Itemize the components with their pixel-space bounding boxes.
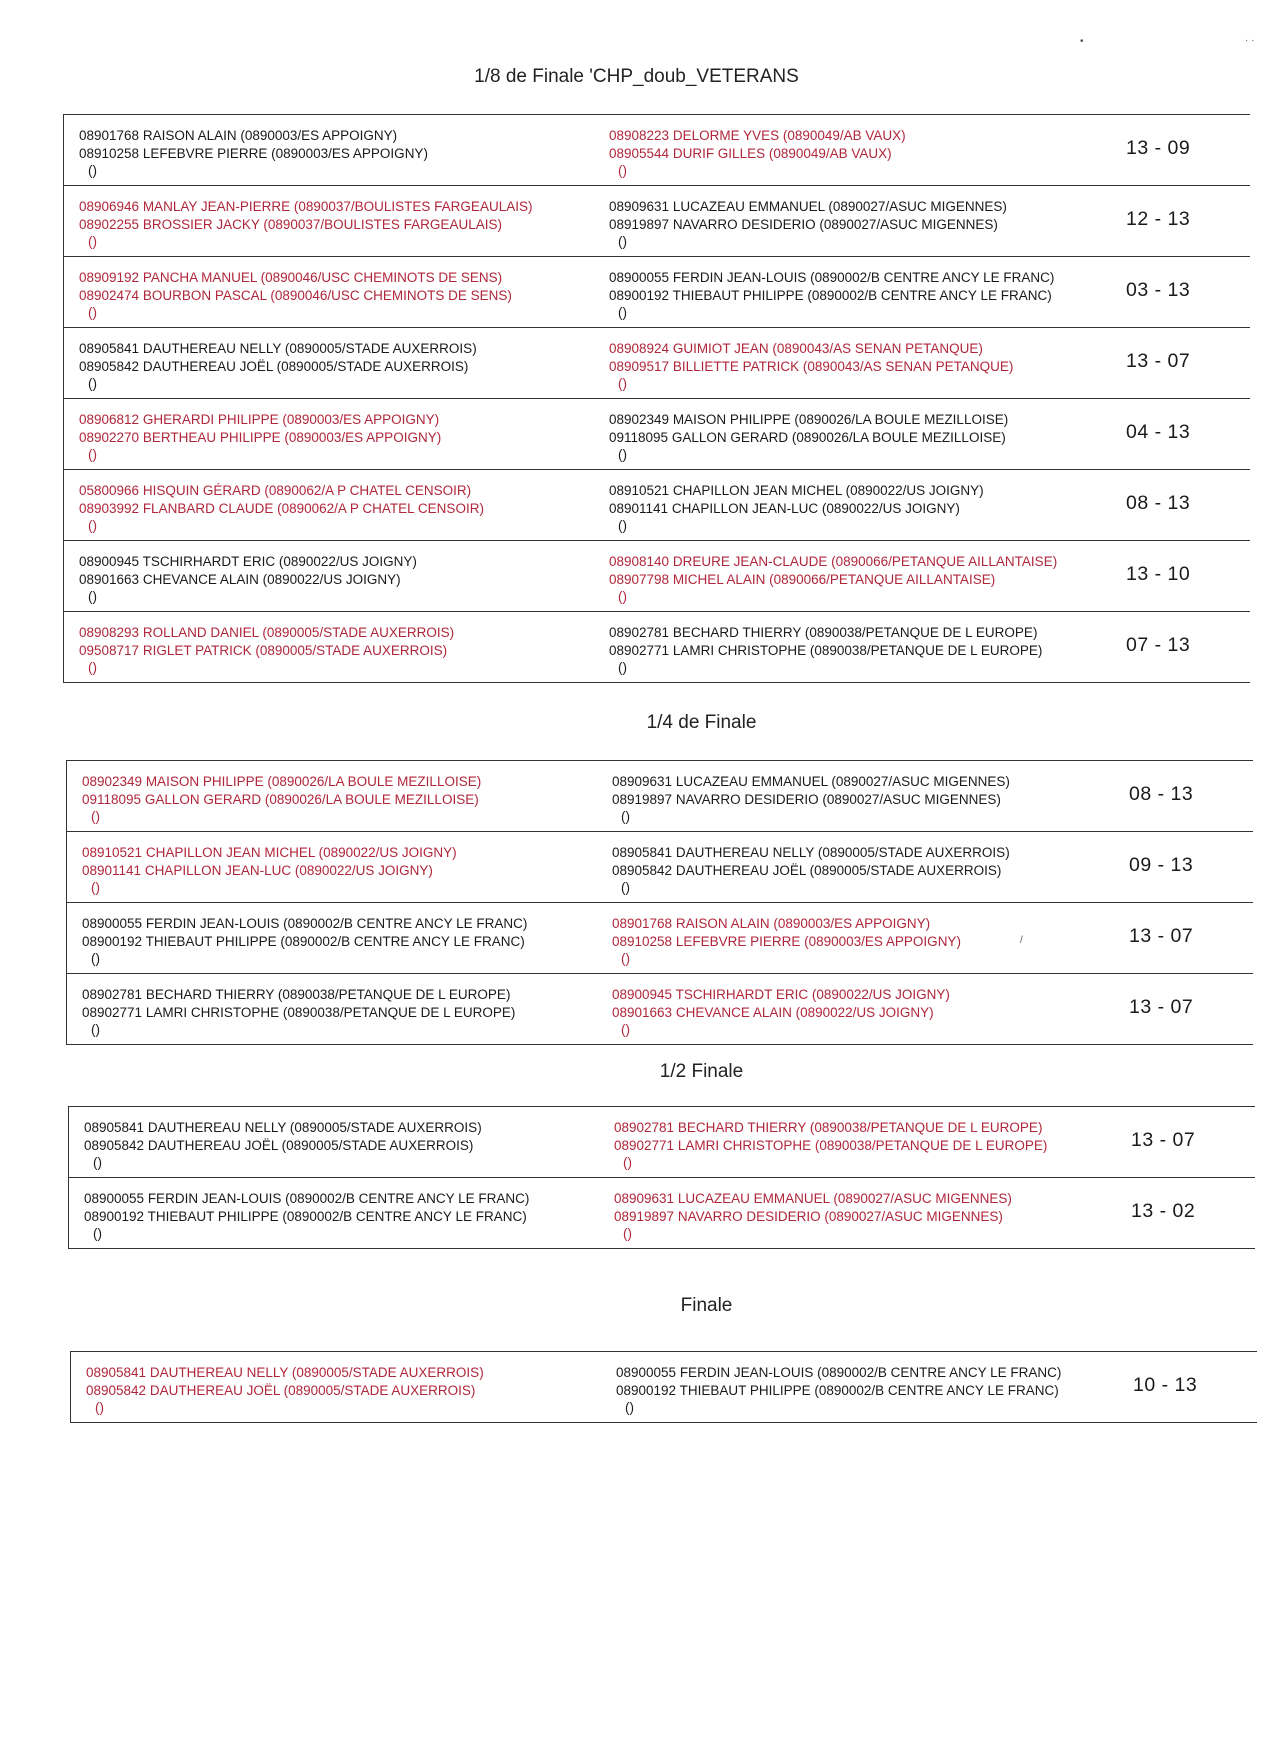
team-extra: () xyxy=(88,305,97,320)
team-extra: () xyxy=(95,1400,104,1415)
match-score: 13 - 07 xyxy=(1129,996,1194,1018)
match-row xyxy=(64,115,1250,186)
player-line: 08909631 LUCAZEAU EMMANUEL (0890027/ASUC MIGENNES) xyxy=(609,199,1007,214)
team-left xyxy=(79,624,454,677)
team-right xyxy=(609,340,1013,393)
team-extra: () xyxy=(88,589,97,604)
team-extra: () xyxy=(91,809,100,824)
round-table-eighth xyxy=(63,114,1250,683)
player-line: 08900055 FERDIN JEAN-LOUIS (0890002/B CENTRE ANCY LE FRANC) xyxy=(616,1365,1062,1380)
team-extra: () xyxy=(88,234,97,249)
team-right xyxy=(612,844,1010,897)
player-line: 08905841 DAUTHEREAU NELLY (0890005/STADE AUXERROIS) xyxy=(86,1365,484,1380)
team-right xyxy=(612,986,950,1039)
team-left xyxy=(84,1119,482,1172)
team-extra: () xyxy=(623,1226,632,1241)
team-extra: () xyxy=(91,1022,100,1037)
round-table-semi xyxy=(68,1106,1255,1249)
round-title-eighth: 1/8 de Finale 'CHP_doub_VETERANS xyxy=(474,66,799,87)
match-score: 09 - 13 xyxy=(1129,854,1194,876)
match-row xyxy=(64,612,1250,683)
match-score: 08 - 13 xyxy=(1129,783,1194,805)
match-row xyxy=(69,1178,1255,1249)
player-line: 08901768 RAISON ALAIN (0890003/ES APPOIGNY) xyxy=(79,128,398,143)
team-left xyxy=(79,269,512,322)
player-line: 08901141 CHAPILLON JEAN-LUC (0890022/US JOIGNY) xyxy=(609,500,960,516)
player-line: 09508717 RIGLET PATRICK (0890005/STADE AUXERROIS) xyxy=(79,642,448,658)
match-row xyxy=(67,974,1253,1045)
round-table-final xyxy=(70,1351,1257,1423)
player-line: 08905842 DAUTHEREAU JOËL (0890005/STADE AUXERROIS) xyxy=(86,1382,476,1398)
team-extra: () xyxy=(621,951,630,966)
player-line: 08900192 THIEBAUT PHILIPPE (0890002/B CENTRE ANCY LE FRANC) xyxy=(84,1208,527,1224)
player-line: 08902771 LAMRI CHRISTOPHE (0890038/PETANQUE DE L EUROPE) xyxy=(614,1137,1048,1153)
team-extra: () xyxy=(88,447,97,462)
player-line: 08910258 LEFEBVRE PIERRE (0890003/ES APPOIGNY) xyxy=(79,145,428,161)
team-right xyxy=(614,1119,1047,1172)
player-line: 08905841 DAUTHEREAU NELLY (0890005/STADE AUXERROIS) xyxy=(612,845,1010,860)
player-line: 08900192 THIEBAUT PHILIPPE (0890002/B CENTRE ANCY LE FRANC) xyxy=(609,287,1052,303)
team-extra: () xyxy=(621,1022,630,1037)
match-score: 10 - 13 xyxy=(1133,1374,1198,1396)
team-right xyxy=(609,411,1008,464)
match-row xyxy=(71,1352,1257,1423)
round-title-final: Finale xyxy=(680,1295,733,1316)
player-line: 08907798 MICHEL ALAIN (0890066/PETANQUE AILLANTAISE) xyxy=(609,571,996,587)
player-line: 08901663 CHEVANCE ALAIN (0890022/US JOIGNY) xyxy=(612,1004,934,1020)
team-right xyxy=(609,198,1007,251)
scanned-page: 1/8 de Finale 'CHP_doub_VETERANS 08901768 RAISON ALAIN (0890003/ES APPOIGNY) 08910258 LEFEBVRE PIERRE (0890003/ES APPOIGNY) () 08908223 DELORME YVES (0890049/AB VAUX) 08905544 DURIF GILLES (0890049/AB VAUX) () 13 - 09 08906946 MANLAY JEAN-PIERRE (0890037/BOULISTES FARGEAULAIS) 08902255 BROSSIER JACKY (0890037/BOULISTES FARGEAULAIS) () 08909631 LUCAZEAU EMMANUEL (0890027/ASUC MIGENNES) 08919897 NAVARRO DESIDERIO (0890027/ASUC MIGENNES) () 12 - 13 08909192 PANCHA MANUEL (0890046/USC CHEMINOTS DE SENS) 08902474 BOURBON PASCAL (0890046/USC CHEMINOTS DE SENS) () 08900055 FERDIN JEAN-LOUIS (0890002/B CENTRE ANCY LE FRANC) 08900192 THIEBAUT PHILIPPE (0890002/B CENTRE ANCY LE FRANC) () 03 - 13 08905841 DAUTHEREAU NELLY (0890005/STADE AUXERROIS) 08905842 DAUTHEREAU JOËL (0890005/STADE AUXERROIS) () 08908924 GUIMIOT JEAN (0890043/AS SENAN PETANQUE) 08909517 BILLIETTE PATRICK (0890043/AS SENAN PETANQUE) () 13 - 07 08906812 GHERARDI PHILIPPE (0890003/ES APPOIGNY) 08902270 BERTHEAU PHILIPPE (0890003/ES APPOIGNY) () 08902349 MAISON PHILIPPE (0890026/LA BOULE MEZILLOISE) 09118095 GALLON GERARD (0890026/LA BOULE MEZILLOISE) () 04 - 13 05800966 HISQUIN GÉRARD (0890062/A P CHATEL CENSOIR) 08903992 FLANBARD CLAUDE (0890062/A P CHATEL CENSOIR) () 08910521 CHAPILLON JEAN MICHEL (0890022/US JOIGNY) 08901141 CHAPILLON JEAN-LUC (0890022/US JOIGNY) () 08 - 13 08900945 TSCHIRHARDT ERIC (0890022/US JOIGNY) 08901663 CHEVANCE ALAIN (0890022/US JOIGNY) () 08908140 DREURE JEAN-CLAUDE (0890066/PETANQUE AILLANTAISE) 08907798 MICHEL ALAIN (0890066/PETANQUE AILLANTAISE) () 13 - 10 08908293 ROLLAND DANIEL (0890005/STADE AUXERROIS) 09508717 RIGLET PATRICK (0890005/STADE AUXERROIS) () 08902781 BECHARD THIERRY (0890038/PETANQUE DE L EUROPE) 08902771 LAMRI CHRISTOPHE (0890038/PETANQUE DE L EUROPE) () 07 - 13 1/4 de Finale 08902349 MAISON PHILIPPE (0890026/LA BOULE MEZILLOISE) 09118095 GALLON GERARD (0890026/LA BOULE MEZILLOISE) () 08909631 LUCAZEAU EMMANUEL (0890027/ASUC MIGENNES) 08919897 NAVARRO DESIDERIO (0890027/ASUC MIGENNES) () 08 - 13 08910521 CHAPILLON JEAN MICHEL (0890022/US JOIGNY) 08901141 CHAPILLON JEAN-LUC (0890022/US JOIGNY) () 08905841 DAUTHEREAU NELLY (0890005/STADE AUXERROIS) 08905842 DAUTHEREAU JOËL (0890005/STADE AUXERROIS) () 09 - 13 08900055 FERDIN JEAN-LOUIS (0890002/B CENTRE ANCY LE FRANC) 08900192 THIEBAUT PHILIPPE (0890002/B CENTRE ANCY LE FRANC) () 08901768 RAISON ALAIN (0890003/ES APPOIGNY) 08910258 LEFEBVRE PIERRE (0890003/ES APPOIGNY) () 13 - 07 08902781 BECHARD THIERRY (0890038/PETANQUE DE L EUROPE) 08902771 LAMRI CHRISTOPHE (0890038/PETANQUE DE L EUROPE) () 08900945 TSCHIRHARDT ERIC (0890022/US JOIGNY) 08901663 CHEVANCE ALAIN (0890022/US JOIGNY) () 13 - 07 1/2 Finale 08905841 DAUTHEREAU NELLY (0890005/STADE AUXERROIS) 08905842 DAUTHEREAU JOËL (0890005/STADE AUXERROIS) () 08902781 BECHARD THIERRY (0890038/PETANQUE DE L EUROPE) 08902771 LAMRI CHRISTOPHE (0890038/PETANQUE DE L EUROPE) () 13 - 07 08900055 FERDIN JEAN-LOUIS (0890002/B CENTRE ANCY LE FRANC) 08900192 THIEBAUT PHILIPPE (0890002/B CENTRE ANCY LE FRANC) () 08909631 LUCAZEAU EMMANUEL (0890027/ASUC MIGENNES) 08919897 NAVARRO DESIDERIO (0890027/ASUC MIGENNES) () 13 - 02 Finale 08905841 DAUTHEREAU NELLY (0890005/STADE AUXERROIS) 08905842 DAUTHEREAU JOËL (0890005/STADE AUXERROIS) () 08900055 FERDIN JEAN-LOUIS (0890002/B CENTRE ANCY LE FRANC) 08900192 THIEBAUT PHILIPPE (0890002/B CENTRE ANCY LE FRANC) () 10 - 13 • · · / xyxy=(0,0,1273,1753)
player-line: 08902771 LAMRI CHRISTOPHE (0890038/PETANQUE DE L EUROPE) xyxy=(82,1004,516,1020)
team-left xyxy=(86,1364,484,1417)
match-row xyxy=(64,257,1250,328)
player-line: 08902781 BECHARD THIERRY (0890038/PETANQUE DE L EUROPE) xyxy=(614,1120,1043,1135)
team-right xyxy=(609,482,984,535)
round-title-semi: 1/2 Finale xyxy=(659,1061,744,1082)
team-extra: () xyxy=(88,376,97,391)
player-line: 08908924 GUIMIOT JEAN (0890043/AS SENAN PETANQUE) xyxy=(609,341,983,356)
player-line: 08910521 CHAPILLON JEAN MICHEL (0890022/US JOIGNY) xyxy=(609,483,984,498)
player-line: 08902474 BOURBON PASCAL (0890046/USC CHEMINOTS DE SENS) xyxy=(79,287,512,303)
team-left xyxy=(79,482,484,535)
player-line: 08919897 NAVARRO DESIDERIO (0890027/ASUC MIGENNES) xyxy=(609,216,998,232)
team-extra: () xyxy=(93,1155,102,1170)
team-left xyxy=(82,986,515,1039)
team-extra: () xyxy=(621,880,630,895)
team-right xyxy=(609,269,1054,322)
match-score: 03 - 13 xyxy=(1126,279,1191,301)
team-right xyxy=(609,127,906,180)
match-score: 13 - 09 xyxy=(1126,137,1191,159)
team-left xyxy=(79,127,428,180)
player-line: 08908223 DELORME YVES (0890049/AB VAUX) xyxy=(609,128,906,143)
player-line: 08903992 FLANBARD CLAUDE (0890062/A P CHATEL CENSOIR) xyxy=(79,500,484,516)
team-extra: () xyxy=(621,809,630,824)
match-score: 12 - 13 xyxy=(1126,208,1191,230)
team-right xyxy=(609,624,1042,677)
match-row xyxy=(67,761,1253,832)
team-extra: () xyxy=(91,880,100,895)
player-line: 08908140 DREURE JEAN-CLAUDE (0890066/PETANQUE AILLANTAISE) xyxy=(609,554,1058,569)
player-line: 08900945 TSCHIRHARDT ERIC (0890022/US JOIGNY) xyxy=(612,987,950,1002)
player-line: 08905841 DAUTHEREAU NELLY (0890005/STADE AUXERROIS) xyxy=(84,1120,482,1135)
player-line: 08908293 ROLLAND DANIEL (0890005/STADE AUXERROIS) xyxy=(79,625,455,640)
team-extra: () xyxy=(618,660,627,675)
player-line: 08910258 LEFEBVRE PIERRE (0890003/ES APPOIGNY) xyxy=(612,933,961,949)
match-score: 13 - 02 xyxy=(1131,1200,1196,1222)
team-left xyxy=(79,553,417,606)
player-line: 08902349 MAISON PHILIPPE (0890026/LA BOULE MEZILLOISE) xyxy=(609,412,1009,427)
player-line: 08902771 LAMRI CHRISTOPHE (0890038/PETANQUE DE L EUROPE) xyxy=(609,642,1043,658)
player-line: 08902270 BERTHEAU PHILIPPE (0890003/ES APPOIGNY) xyxy=(79,429,442,445)
team-right xyxy=(612,773,1010,826)
team-left xyxy=(79,411,441,464)
match-row xyxy=(67,832,1253,903)
player-line: 08906946 MANLAY JEAN-PIERRE (0890037/BOULISTES FARGEAULAIS) xyxy=(79,199,533,214)
team-left xyxy=(82,915,527,968)
team-extra: () xyxy=(93,1226,102,1241)
player-line: 08910521 CHAPILLON JEAN MICHEL (0890022/US JOIGNY) xyxy=(82,845,457,860)
player-line: 08900055 FERDIN JEAN-LOUIS (0890002/B CENTRE ANCY LE FRANC) xyxy=(82,916,528,931)
team-extra: () xyxy=(618,234,627,249)
match-row xyxy=(64,470,1250,541)
team-extra: () xyxy=(88,660,97,675)
match-score: 13 - 10 xyxy=(1126,563,1191,585)
player-line: 08902255 BROSSIER JACKY (0890037/BOULISTES FARGEAULAIS) xyxy=(79,216,502,232)
match-score: 08 - 13 xyxy=(1126,492,1191,514)
player-line: 08901141 CHAPILLON JEAN-LUC (0890022/US JOIGNY) xyxy=(82,862,433,878)
player-line: 08905842 DAUTHEREAU JOËL (0890005/STADE AUXERROIS) xyxy=(84,1137,474,1153)
match-row xyxy=(67,903,1253,974)
team-right xyxy=(609,553,1057,606)
team-extra: () xyxy=(618,305,627,320)
player-line: 08909631 LUCAZEAU EMMANUEL (0890027/ASUC MIGENNES) xyxy=(612,774,1010,789)
player-line: 08900192 THIEBAUT PHILIPPE (0890002/B CENTRE ANCY LE FRANC) xyxy=(616,1382,1059,1398)
player-line: 05800966 HISQUIN GÉRARD (0890062/A P CHATEL CENSOIR) xyxy=(79,483,472,498)
player-line: 08919897 NAVARRO DESIDERIO (0890027/ASUC MIGENNES) xyxy=(614,1208,1003,1224)
match-row xyxy=(64,328,1250,399)
team-extra: () xyxy=(618,447,627,462)
match-row xyxy=(69,1107,1255,1178)
match-row xyxy=(64,541,1250,612)
team-extra: () xyxy=(91,951,100,966)
team-right xyxy=(616,1364,1061,1417)
team-left xyxy=(79,198,532,251)
player-line: 08919897 NAVARRO DESIDERIO (0890027/ASUC MIGENNES) xyxy=(612,791,1001,807)
player-line: 08905842 DAUTHEREAU JOËL (0890005/STADE AUXERROIS) xyxy=(79,358,469,374)
player-line: 08909517 BILLIETTE PATRICK (0890043/AS SENAN PETANQUE) xyxy=(609,358,1014,374)
player-line: 08902349 MAISON PHILIPPE (0890026/LA BOULE MEZILLOISE) xyxy=(82,774,482,789)
player-line: 08909631 LUCAZEAU EMMANUEL (0890027/ASUC MIGENNES) xyxy=(614,1191,1012,1206)
round-table-quarter xyxy=(66,760,1253,1045)
player-line: 08902781 BECHARD THIERRY (0890038/PETANQUE DE L EUROPE) xyxy=(609,625,1038,640)
player-line: 08905842 DAUTHEREAU JOËL (0890005/STADE AUXERROIS) xyxy=(612,862,1002,878)
team-extra: () xyxy=(618,589,627,604)
round-title-quarter: 1/4 de Finale xyxy=(646,712,757,733)
match-score: 04 - 13 xyxy=(1126,421,1191,443)
team-extra: () xyxy=(618,376,627,391)
team-left xyxy=(79,340,477,393)
team-extra: () xyxy=(618,518,627,533)
match-row xyxy=(64,399,1250,470)
team-extra: () xyxy=(88,518,97,533)
team-left xyxy=(82,773,481,826)
team-left xyxy=(84,1190,529,1243)
player-line: 08900055 FERDIN JEAN-LOUIS (0890002/B CENTRE ANCY LE FRANC) xyxy=(609,270,1055,285)
player-line: 08901768 RAISON ALAIN (0890003/ES APPOIGNY) xyxy=(612,916,931,931)
player-line: 09118095 GALLON GERARD (0890026/LA BOULE MEZILLOISE) xyxy=(82,791,479,807)
player-line: 08900945 TSCHIRHARDT ERIC (0890022/US JOIGNY) xyxy=(79,554,417,569)
player-line: 09118095 GALLON GERARD (0890026/LA BOULE MEZILLOISE) xyxy=(609,429,1006,445)
match-row xyxy=(64,186,1250,257)
player-line: 08902781 BECHARD THIERRY (0890038/PETANQUE DE L EUROPE) xyxy=(82,987,511,1002)
team-right xyxy=(612,915,961,968)
player-line: 08905544 DURIF GILLES (0890049/AB VAUX) xyxy=(609,145,892,161)
team-left xyxy=(82,844,457,897)
team-right xyxy=(614,1190,1012,1243)
match-score: 13 - 07 xyxy=(1126,350,1191,372)
match-score: 07 - 13 xyxy=(1126,634,1191,656)
player-line: 08909192 PANCHA MANUEL (0890046/USC CHEMINOTS DE SENS) xyxy=(79,270,503,285)
team-extra: () xyxy=(625,1400,634,1415)
player-line: 08906812 GHERARDI PHILIPPE (0890003/ES APPOIGNY) xyxy=(79,412,440,427)
team-extra: () xyxy=(618,163,627,178)
player-line: 08900055 FERDIN JEAN-LOUIS (0890002/B CENTRE ANCY LE FRANC) xyxy=(84,1191,530,1206)
player-line: 08905841 DAUTHEREAU NELLY (0890005/STADE AUXERROIS) xyxy=(79,341,477,356)
player-line: 08900192 THIEBAUT PHILIPPE (0890002/B CENTRE ANCY LE FRANC) xyxy=(82,933,525,949)
match-score: 13 - 07 xyxy=(1131,1129,1196,1151)
match-score: 13 - 07 xyxy=(1129,925,1194,947)
team-extra: () xyxy=(88,163,97,178)
team-extra: () xyxy=(623,1155,632,1170)
player-line: 08901663 CHEVANCE ALAIN (0890022/US JOIGNY) xyxy=(79,571,401,587)
